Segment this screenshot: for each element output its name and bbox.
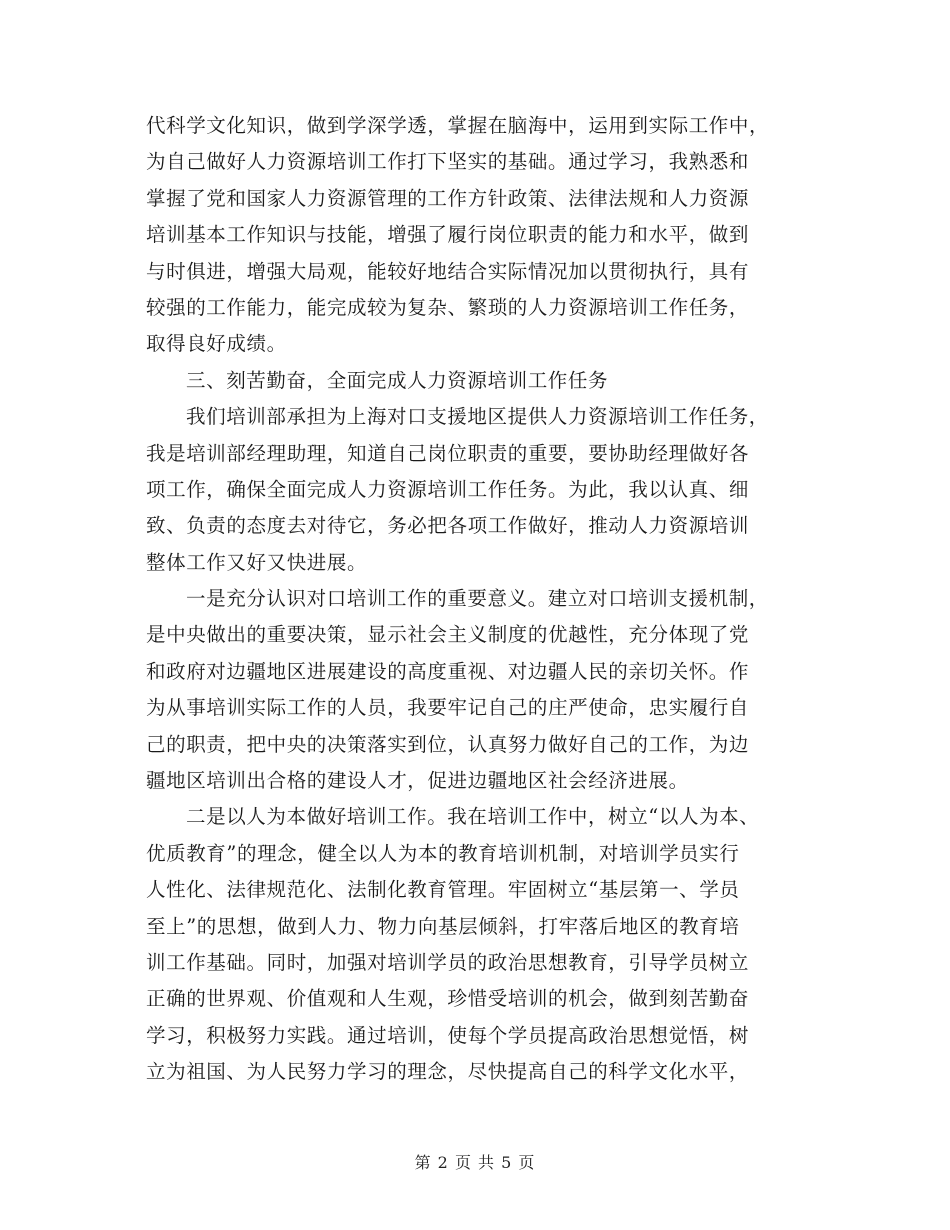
section-heading: 三、刻苦勤奋，全面完成人力资源培训工作任务 [186,368,609,392]
page-footer: 第 2 页 共 5 页 [414,1153,536,1172]
text-line: 正确的世界观、价值观和人生观，珍惜受培训的机会，做到刻苦勤奋 [146,987,750,1011]
text-line: 疆地区培训出合格的建设人才，促进边疆地区社会经济进展。 [146,769,689,793]
text-line: 立为祖国、为人民努力学习的理念，尽快提高自己的科学文化水平， [146,1060,750,1084]
text-line: 较强的工作能力，能完成较为复杂、繁琐的人力资源培训工作任务， [146,295,750,319]
text-line: 我是培训部经理助理，知道自己岗位职责的重要，要协助经理做好各 [146,441,750,465]
text-line: 二是以人为本做好培训工作。我在培训工作中，树立“以人为本、 [186,805,760,829]
text-line: 训工作基础。同时，加强对培训学员的政治思想教育，引导学员树立 [146,950,750,974]
text-line: 己的职责，把中央的决策落实到位，认真努力做好自己的工作，为边 [146,732,750,756]
text-line: 整体工作又好又快进展。 [146,550,368,574]
text-line: 至上”的思想，做到人力、物力向基层倾斜，打牢落后地区的教育培 [146,914,740,938]
text-line: 是中央做出的重要决策，显示社会主义制度的优越性，充分体现了党 [146,623,750,647]
text-line: 优质教育”的理念，健全以人为本的教育培训机制，对培训学员实行 [146,841,740,865]
text-line: 我们培训部承担为上海对口支援地区提供人力资源培训工作任务， [186,405,769,429]
text-line: 人性化、法律规范化、法制化教育管理。牢固树立“基层第一、学员 [146,878,740,902]
document-body [146,108,806,1091]
text-line: 为从事培训实际工作的人员，我要牢记自己的庄严使命，忠实履行自 [146,696,750,720]
text-line: 掌握了党和国家人力资源管理的工作方针政策、法律法规和人力资源 [146,186,750,210]
text-line: 培训基本工作知识与技能，增强了履行岗位职责的能力和水平，做到 [146,223,750,247]
text-line: 与时俱进，增强大局观，能较好地结合实际情况加以贯彻执行，具有 [146,259,750,283]
text-line: 为自己做好人力资源培训工作打下坚实的基础。通过学习，我熟悉和 [146,150,750,174]
text-line: 致、负责的态度去对待它，务必把各项工作做好，推动人力资源培训 [146,514,750,538]
text-line: 代科学文化知识，做到学深学透，掌握在脑海中，运用到实际工作中， [146,114,770,137]
text-line: 一是充分认识对口培训工作的重要意义。建立对口培训支援机制， [186,587,769,611]
text-line: 和政府对边疆地区进展建设的高度重视、对边疆人民的亲切关怀。作 [146,659,750,683]
text-line: 项工作，确保全面完成人力资源培训工作任务。为此，我以认真、细 [146,477,750,501]
text-line: 学习，积极努力实践。通过培训，使每个学员提高政治思想觉悟，树 [146,1023,750,1047]
text-line: 取得良好成绩。 [146,332,287,356]
